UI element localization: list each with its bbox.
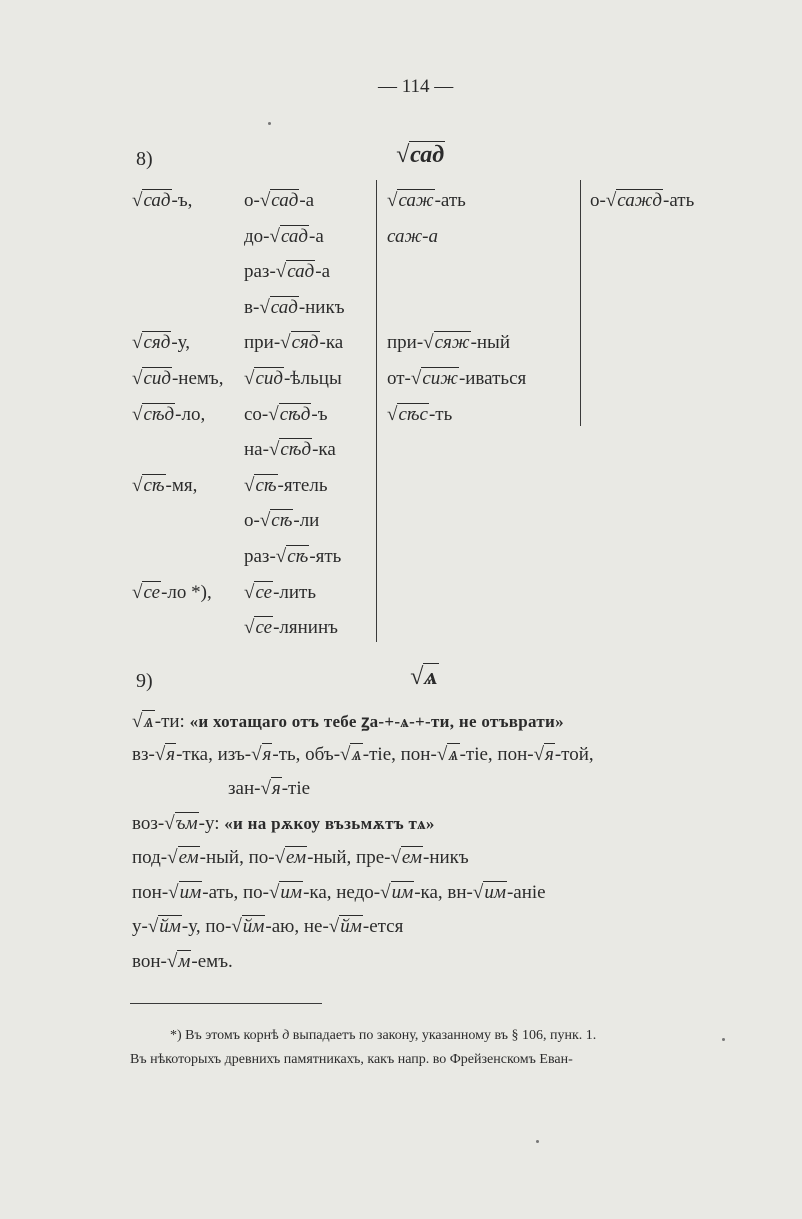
section-8-number: 8): [136, 148, 153, 170]
section-8-heading: [396, 142, 445, 169]
root-radical: [132, 332, 171, 354]
radical-sign-icon: √: [259, 296, 270, 318]
line-text: -тіе, пон-: [459, 743, 534, 765]
prefix-text: о-: [590, 190, 606, 211]
prefix-text: от-: [387, 368, 411, 389]
derived-form-entry: [244, 546, 341, 568]
root-text: сѣд: [279, 403, 311, 425]
page-number: — 114 —: [378, 76, 454, 97]
root-text: сѣд: [143, 403, 175, 425]
line-text: -ка, недо-: [303, 881, 381, 903]
radical-sign-icon: √: [132, 403, 143, 425]
root-radical: [155, 744, 176, 766]
root-text: я: [545, 743, 554, 765]
radical-sign-icon: √: [275, 261, 287, 283]
radical-sign-icon: √: [340, 743, 351, 765]
suffix-text: -мя,: [165, 474, 198, 496]
root-text: саж: [398, 190, 434, 211]
line-text: -емъ.: [191, 950, 233, 972]
line-text: вон-: [132, 950, 167, 972]
radical-sign-icon: √: [168, 881, 179, 903]
zhd-form-entry: [590, 190, 694, 212]
prefix-text: при-: [387, 332, 424, 354]
zh-form-entry: [387, 404, 452, 426]
line-text: вз-: [132, 743, 155, 765]
zh-form-entry: [387, 368, 526, 390]
root-radical: [132, 711, 155, 733]
root-text: ем: [178, 847, 199, 868]
root-text: ем: [401, 847, 423, 868]
suffix-text: -лянинъ: [273, 617, 338, 639]
root-radical: [268, 404, 311, 426]
root-radical: [387, 404, 429, 426]
line-text: -тіе: [281, 778, 311, 799]
root-text: сид: [255, 368, 283, 389]
zh-form-entry: [387, 190, 466, 212]
line-text: -ный, пре-: [307, 847, 391, 868]
radical-sign-icon: √: [244, 581, 255, 603]
radical-sign-icon: √: [132, 581, 143, 603]
root-text: сѣ: [143, 474, 165, 496]
root-radical: [275, 847, 308, 869]
root-text: я: [262, 743, 272, 765]
suffix-text: -а: [299, 190, 315, 211]
suffix-text: -ло,: [175, 403, 206, 425]
derived-form-entry: [244, 475, 328, 497]
root-text: ѧ: [351, 743, 362, 765]
radical-sign-icon: √: [410, 368, 422, 389]
prefix-text: раз-: [244, 261, 276, 283]
root-radical: [244, 475, 278, 497]
zh-form-entry: [387, 226, 438, 248]
root-text: саж-а: [387, 225, 438, 247]
derived-form-entry: [244, 261, 330, 283]
root-text: я: [166, 743, 176, 765]
line-text: под-: [132, 847, 168, 868]
root-radical: [244, 368, 284, 390]
line-text: -ется: [362, 916, 404, 937]
line-text: -аніе: [506, 881, 546, 903]
radical-sign-icon: √: [268, 403, 279, 425]
root-text: сѣд: [280, 439, 312, 461]
line-text: -тіе, пон-: [362, 743, 437, 765]
radical-sign-icon: √сад: [396, 142, 445, 168]
derived-form-entry: [244, 404, 328, 426]
radical-sign-icon: √: [387, 403, 398, 425]
suffix-text: -ать: [663, 190, 695, 211]
section-9-line: [132, 744, 594, 766]
root-text: сад: [143, 190, 171, 211]
root-text: сажд: [617, 190, 662, 211]
derived-form-entry: [244, 332, 343, 354]
root-radical: [251, 744, 272, 766]
radical-sign-icon: √: [268, 439, 280, 461]
radical-sign-icon: √: [380, 881, 391, 903]
root-text: сад: [287, 261, 315, 283]
line-text: воз-: [132, 812, 165, 834]
suffix-text: -немъ,: [171, 368, 224, 389]
line-text: -у:: [198, 812, 225, 834]
line-text: -ный, по-: [199, 847, 275, 868]
radical-sign-icon: √: [132, 190, 143, 211]
line-text: -аю, не-: [265, 916, 329, 937]
line-text: -ть, объ-: [272, 743, 341, 765]
root-text: сяд: [291, 332, 319, 354]
suffix-text: -ѣльцы: [283, 368, 342, 389]
suffix-text: -ъ: [311, 403, 328, 425]
root-radical: [244, 617, 273, 639]
suffix-text: -ли: [293, 510, 320, 532]
section-9-line: [132, 709, 564, 733]
radical-sign-icon: √: [154, 743, 166, 765]
root-radical: [164, 813, 198, 835]
root-form-entry: [132, 190, 192, 212]
derived-form-entry: [244, 297, 345, 319]
prefix-text: раз-: [244, 546, 276, 567]
scan-speck: [536, 1140, 539, 1143]
line-text: пон-: [132, 881, 169, 903]
root-text: ъм: [175, 812, 198, 834]
line-text: -той,: [554, 743, 594, 765]
suffix-text: -ный: [470, 332, 510, 354]
derived-form-entry: [244, 617, 338, 639]
root-radical: [270, 226, 310, 248]
root-form-entry: [132, 332, 190, 354]
line-text: -ать, по-: [202, 881, 269, 903]
root-radical: [132, 368, 172, 390]
section-9-number: 9): [136, 670, 153, 692]
radical-sign-icon: √: [244, 617, 255, 639]
line-text: -у, по-: [181, 916, 232, 937]
section-9-line: [132, 847, 469, 869]
radical-sign-icon: √: [390, 847, 401, 868]
section-9-line: [132, 813, 435, 835]
root-radical: [387, 190, 435, 212]
radical-sign-icon: √: [274, 847, 286, 868]
root-text: сад: [271, 190, 299, 211]
root-radical: [132, 404, 175, 426]
line-text: -ка, вн-: [414, 881, 473, 903]
root-text: се: [143, 581, 161, 603]
root-radical: [340, 744, 363, 766]
root-radical: [606, 190, 663, 212]
root-text: се: [255, 617, 273, 639]
radical-sign-icon: √: [259, 190, 271, 211]
root-text: м: [178, 950, 191, 972]
radical-sign-icon: √: [132, 474, 143, 496]
radical-sign-icon: √: [132, 368, 143, 389]
root-radical: [269, 439, 312, 461]
root-radical: [280, 332, 319, 354]
root-radical: [276, 546, 310, 568]
root-form-entry: [132, 475, 197, 497]
derived-form-entry: [244, 439, 336, 461]
radical-sign-icon: √: [167, 847, 178, 868]
radical-sign-icon: √: [387, 190, 398, 211]
line-text: у-: [132, 916, 148, 937]
radical-sign-icon: √: [244, 474, 255, 496]
column-divider-1: [376, 180, 377, 642]
root-text: ѧ: [448, 743, 459, 765]
prefix-text: в-: [244, 296, 260, 318]
root-radical: [231, 916, 265, 938]
prefix-text: на-: [244, 439, 269, 461]
root-text: сѣ: [271, 510, 293, 532]
derived-form-entry: [244, 226, 324, 248]
root-radical: [259, 297, 299, 319]
footnote-line-1: *) Въ этомъ корнѣ д выпадаетъ по закону, указанному въ § 106, пунк. 1.: [170, 1028, 597, 1043]
root-radical: [411, 368, 459, 390]
root-text: йм: [340, 916, 362, 937]
column-divider-2: [580, 180, 581, 426]
root-radical: [132, 190, 172, 212]
section-9-line: [132, 916, 403, 938]
derived-form-entry: [244, 510, 319, 532]
root-text: я: [271, 778, 281, 799]
root-text: сѣс: [398, 403, 428, 425]
suffix-text: -иваться: [458, 368, 527, 389]
root-text: ѧ: [143, 711, 154, 732]
root-text: се: [255, 581, 273, 603]
section-9-line: [132, 882, 546, 904]
suffix-text: -ять: [309, 546, 342, 567]
suffix-text: -лить: [273, 581, 317, 603]
root-radical: [260, 778, 281, 800]
radical-sign-icon: √: [605, 190, 617, 211]
scan-speck: [268, 122, 271, 125]
zh-form-entry: [387, 332, 510, 354]
suffix-text: -ка: [319, 332, 344, 354]
prefix-text: со-: [244, 403, 269, 425]
suffix-text: -никъ: [298, 296, 345, 318]
radical-sign-icon: √: [280, 332, 291, 354]
root-radical: [423, 332, 470, 354]
root-radical: [534, 744, 555, 766]
radical-sign-icon: √: [268, 881, 280, 903]
root-radical: [390, 847, 423, 869]
radical-sign-icon: √: [533, 743, 545, 765]
suffix-text: -а: [315, 261, 331, 283]
line-text: -тка, изъ-: [176, 743, 252, 765]
root-radical: [132, 475, 166, 497]
suffix-text: -ть: [428, 403, 453, 425]
prefix-text: при-: [244, 332, 281, 354]
root-radical: [329, 916, 363, 938]
church-slavonic-quote: «и хотащаго отъ тебе ꙁа-+-ѧ-+-ти, не отъврати»: [189, 712, 564, 731]
root-text: сѣ: [255, 474, 277, 496]
line-text: зан-: [228, 778, 261, 799]
root-text: им: [179, 881, 202, 903]
radical-sign-icon: √: [328, 916, 340, 937]
derived-form-entry: [244, 190, 314, 212]
root-text: сид: [143, 368, 171, 389]
suffix-text: -ятель: [277, 474, 328, 496]
radical-sign-icon: √: [132, 711, 143, 732]
section-9-line: [228, 778, 310, 800]
suffix-text: -ъ,: [171, 190, 193, 211]
root-radical: [167, 951, 192, 973]
derived-form-entry: [244, 368, 342, 390]
root-radical: [260, 510, 294, 532]
root-text: йм: [159, 916, 181, 937]
root-radical: [132, 582, 161, 604]
root-form-entry: [132, 404, 205, 426]
prefix-text: о-: [244, 190, 260, 211]
radical-sign-icon: √: [164, 812, 175, 834]
suffix-text: -ка: [312, 439, 336, 461]
root-radical: [260, 190, 300, 212]
radical-sign-icon: √: [269, 225, 280, 247]
line-text: -ти:: [154, 711, 190, 732]
root-form-entry: [132, 368, 224, 390]
root-text: йм: [242, 916, 265, 937]
root-text: сѣ: [287, 546, 309, 567]
root-text: сад: [270, 296, 298, 318]
suffix-text: -а: [309, 225, 324, 247]
radical-sign-icon: √: [244, 368, 255, 389]
prefix-text: о-: [244, 510, 260, 532]
radical-sign-icon: √ѧ: [410, 664, 438, 690]
root-text: им: [484, 881, 506, 903]
footnote-line-2: Въ нѣкоторыхъ древнихъ памятникахъ, какъ напр. во Фрейзенскомъ Еван-: [130, 1052, 573, 1067]
root-form-entry: [132, 582, 212, 604]
root-radical: [148, 916, 182, 938]
root-text: сад: [280, 225, 308, 247]
radical-sign-icon: √: [231, 916, 242, 937]
radical-sign-icon: √: [251, 743, 262, 765]
root-text: им: [391, 881, 414, 903]
root-radical: [276, 261, 316, 283]
radical-sign-icon: √: [423, 332, 434, 354]
radical-sign-icon: √: [472, 881, 484, 903]
root-radical: [167, 847, 200, 869]
root-text: сяд: [143, 332, 171, 354]
root-radical: [437, 744, 460, 766]
root-radical: [380, 882, 414, 904]
root-text: сиж: [422, 368, 458, 389]
root-radical: [244, 582, 273, 604]
radical-sign-icon: √: [166, 950, 178, 972]
footnote-rule: [130, 1003, 322, 1004]
section-9-line: [132, 951, 233, 973]
suffix-text: -ать: [434, 190, 466, 211]
radical-sign-icon: √: [132, 332, 143, 354]
root-radical: [473, 882, 507, 904]
root-text: ем: [286, 847, 307, 868]
radical-sign-icon: √: [436, 743, 448, 765]
root-radical: [269, 882, 303, 904]
derived-form-entry: [244, 582, 316, 604]
scan-speck: [722, 1038, 725, 1041]
prefix-text: до-: [244, 225, 270, 247]
suffix-text: -у,: [171, 332, 191, 354]
church-slavonic-quote: «и на рѫкоу възьмѫтъ тѧ»: [224, 813, 435, 833]
line-text: -никъ: [423, 847, 469, 868]
root-text: сяж: [434, 332, 470, 354]
section-9-heading: [410, 664, 439, 691]
radical-sign-icon: √: [147, 916, 159, 937]
radical-sign-icon: √: [260, 778, 271, 799]
root-text: им: [280, 881, 303, 903]
suffix-text: -ло *),: [161, 581, 212, 603]
radical-sign-icon: √: [259, 510, 271, 532]
root-radical: [168, 882, 202, 904]
radical-sign-icon: √: [275, 546, 287, 567]
